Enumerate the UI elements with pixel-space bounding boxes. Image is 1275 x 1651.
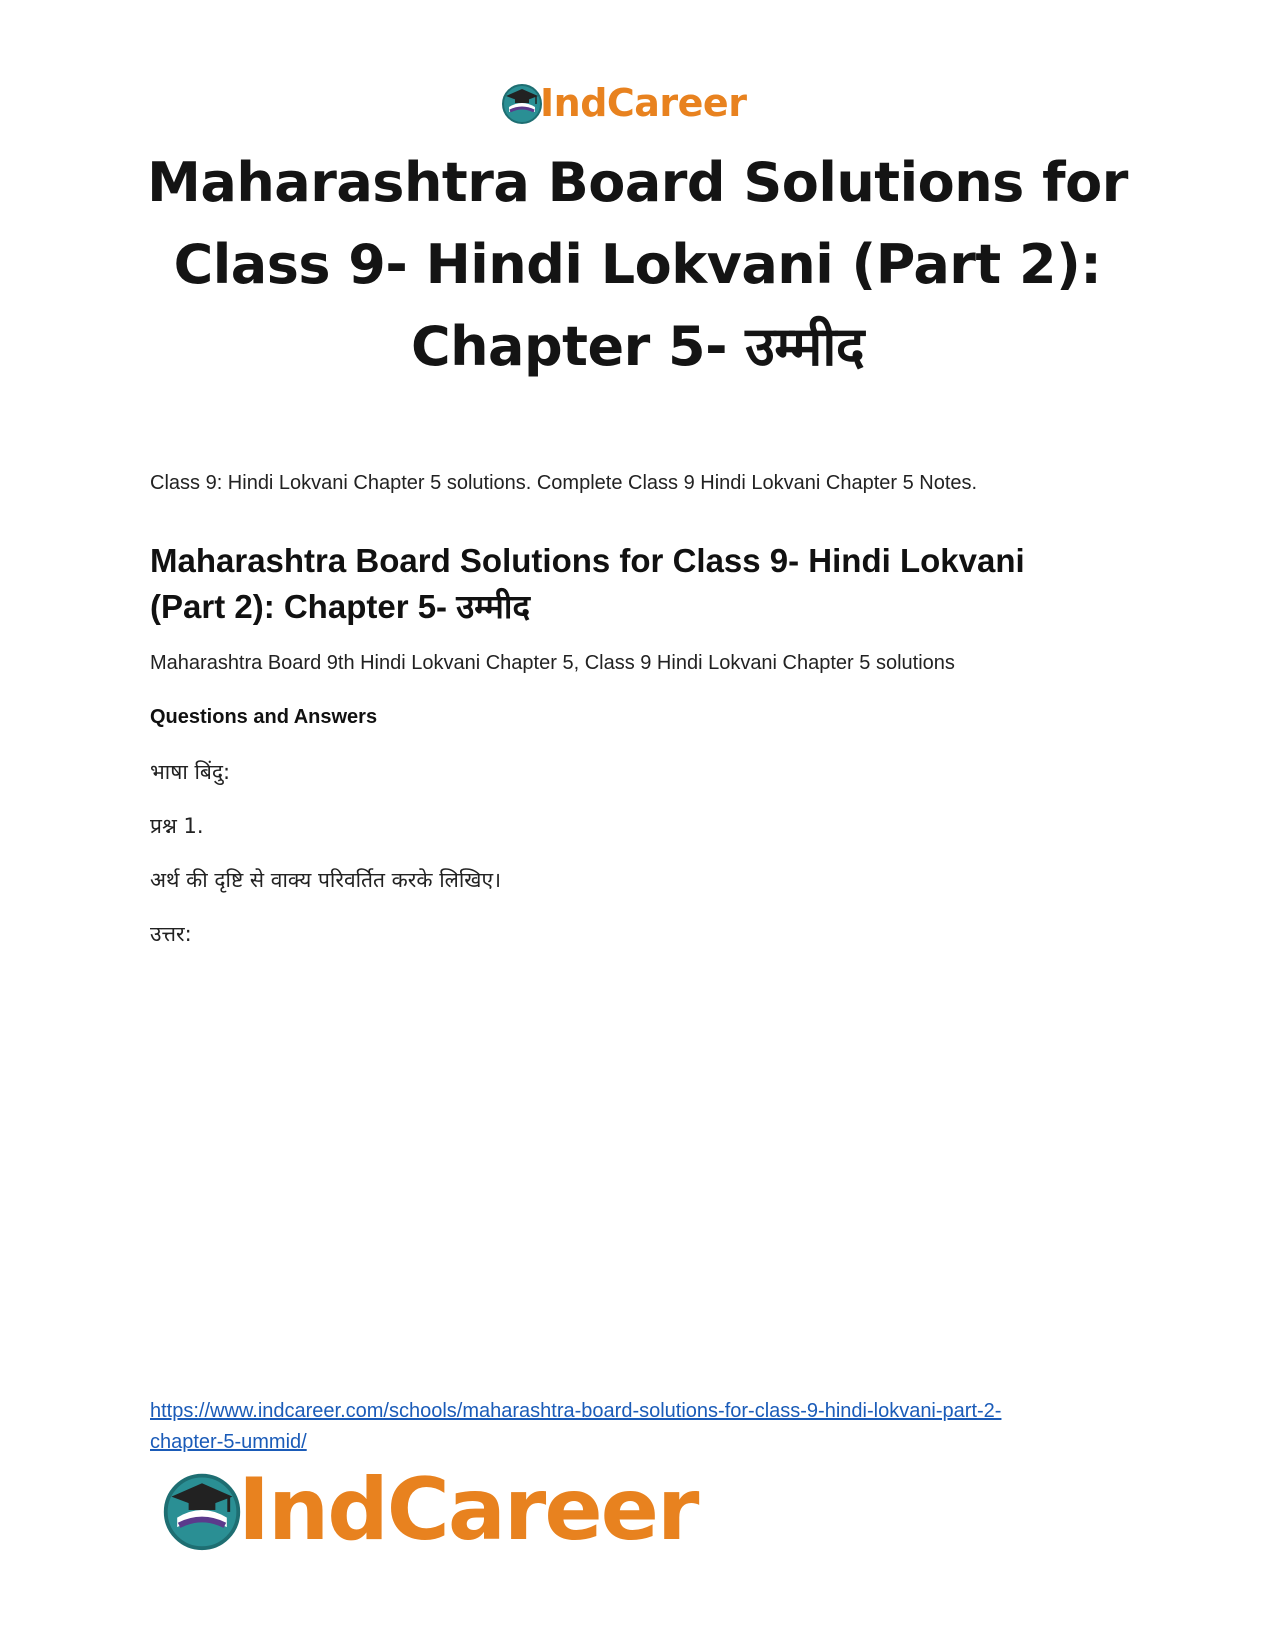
page-title <box>100 142 1175 388</box>
source-link-line-1[interactable]: https://www.indcareer.com/schools/maharashtra-board-solutions-for-class-9-hindi-lokvani-part-2- <box>150 1400 1002 1422</box>
section-heading <box>150 538 1150 630</box>
question-text: अर्थ की दृष्टि से वाक्य परिवर्तित करके लिखिए। <box>150 868 502 892</box>
footer-logo <box>160 1460 698 1560</box>
graduation-cap-globe-icon <box>160 1468 244 1552</box>
page-title-line-3: Chapter 5- उम्मीद <box>410 315 864 378</box>
logo-text: IndCareer <box>540 81 747 125</box>
answer-label: उत्तर: <box>150 922 192 946</box>
section-heading-line-1: Maharashtra Board Solutions for Class 9- Hindi Lokvani <box>150 542 1025 579</box>
page-title-line-1: Maharashtra Board Solutions for <box>147 151 1128 214</box>
page-title-line-2: Class 9- Hindi Lokvani (Part 2): <box>173 233 1102 296</box>
intro-paragraph: Class 9: Hindi Lokvani Chapter 5 solutions. Complete Class 9 Hindi Lokvani Chapter 5 Notes. <box>150 472 978 494</box>
footer-logo-text: IndCareer <box>238 1460 698 1560</box>
subtext-paragraph: Maharashtra Board 9th Hindi Lokvani Chapter 5, Class 9 Hindi Lokvani Chapter 5 solutions <box>150 652 955 674</box>
section-heading-line-2: (Part 2): Chapter 5- उम्मीद <box>150 588 530 625</box>
bhasha-bindu-label: भाषा बिंदु: <box>150 760 231 784</box>
question-label: प्रश्न 1. <box>150 814 204 838</box>
source-link[interactable] <box>150 1396 1150 1458</box>
source-link-line-2[interactable]: chapter-5-ummid/ <box>150 1431 307 1453</box>
qa-heading: Questions and Answers <box>150 706 378 728</box>
graduation-cap-globe-icon <box>500 81 544 125</box>
header-logo <box>500 78 746 128</box>
